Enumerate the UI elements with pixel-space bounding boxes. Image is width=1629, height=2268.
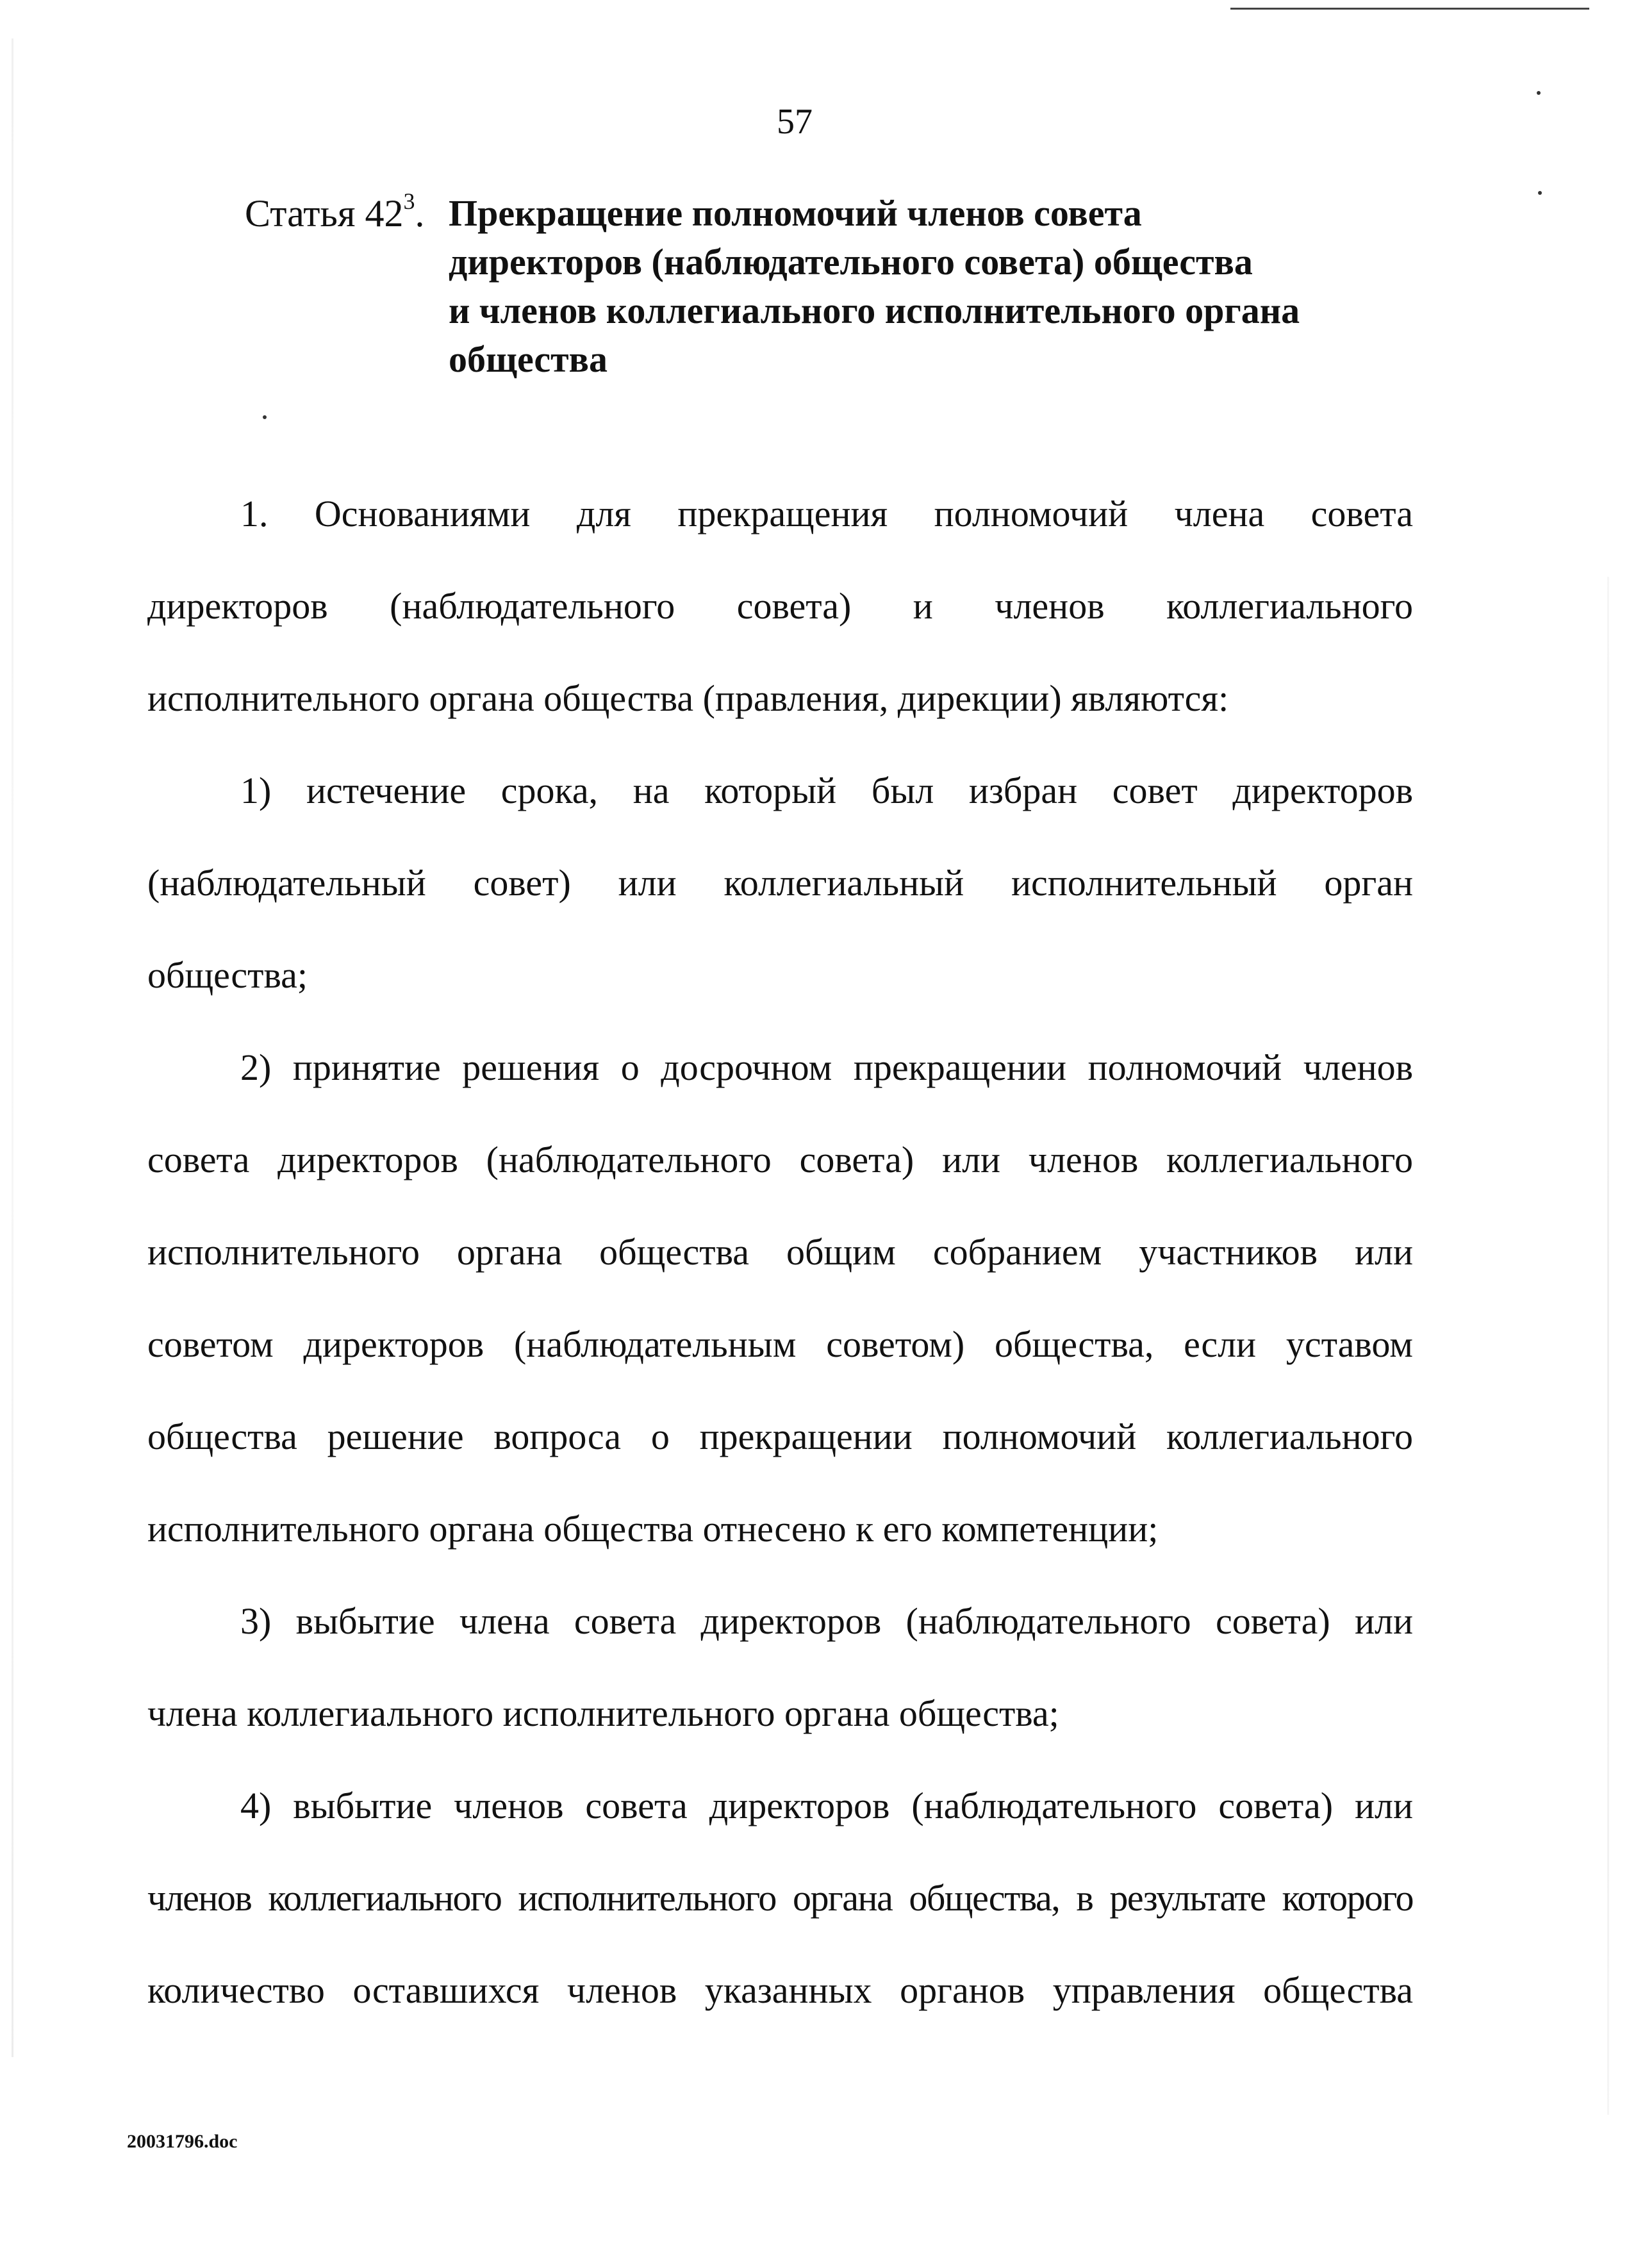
text-line: советом директоров (наблюдательным советом) общества, если уставом — [147, 1323, 1413, 1365]
article-body — [147, 468, 1413, 2037]
text-line: количество оставшихся членов указанных органов управления общества — [147, 1969, 1413, 2011]
scan-edge-right — [1607, 577, 1609, 2115]
article-title-line: Прекращение полномочий членов совета — [449, 192, 1142, 234]
text-line: члена коллегиального исполнительного органа общества; — [147, 1693, 1059, 1734]
article-label-suffix: . — [415, 192, 425, 235]
text-line: исполнительного органа общества отнесено к его компетенции; — [147, 1508, 1159, 1550]
article-label-prefix: Статья 42 — [245, 192, 404, 235]
top-rule — [1230, 8, 1589, 10]
scan-speck — [1537, 91, 1541, 95]
scan-speck — [263, 415, 267, 419]
article-title-line: и членов коллегиального исполнительного органа — [449, 290, 1300, 331]
text-line: совета директоров (наблюдательного совета) или членов коллегиального — [147, 1139, 1413, 1180]
paragraph-1 — [147, 468, 1413, 745]
text-line: (наблюдательный совет) или коллегиальный исполнительный орган — [147, 862, 1413, 904]
text-line: 3) выбытие члена совета директоров (наблюдательного совета) или — [240, 1600, 1413, 1642]
text-line: директоров (наблюдательного совета) и членов коллегиального — [147, 585, 1413, 627]
article-title-line: общества — [449, 338, 608, 380]
text-line: 4) выбытие членов совета директоров (наблюдательного совета) или — [240, 1785, 1413, 1826]
list-item-2 — [147, 1022, 1413, 1575]
text-line: 1) истечение срока, на который был избран совет директоров — [240, 770, 1413, 811]
article-title-line: директоров (наблюдательного совета) общества — [449, 241, 1253, 283]
article-label-superscript: 3 — [403, 188, 415, 214]
article-title — [449, 189, 1423, 384]
text-line: общества; — [147, 954, 308, 996]
text-line: 2) принятие решения о досрочном прекращении полномочий членов — [240, 1047, 1413, 1088]
page-number: 57 — [777, 102, 813, 142]
article-label — [245, 189, 424, 238]
text-line: исполнительного органа общества (правления, дирекции) являются: — [147, 677, 1229, 719]
list-item-1 — [147, 745, 1413, 1022]
text-line: исполнительного органа общества общим собранием участников или — [147, 1231, 1413, 1273]
footer-file-name: 20031796.doc — [127, 2131, 238, 2152]
list-item-4 — [147, 1760, 1413, 2037]
scan-speck — [1538, 191, 1542, 195]
scan-edge-left — [12, 38, 13, 2057]
text-line: общества решение вопроса о прекращении полномочий коллегиального — [147, 1416, 1413, 1457]
list-item-3 — [147, 1575, 1413, 1760]
text-line: 1. Основаниями для прекращения полномочий члена совета — [240, 493, 1413, 534]
text-line: членов коллегиального исполнительного органа общества, в результате которого — [147, 1877, 1413, 1919]
